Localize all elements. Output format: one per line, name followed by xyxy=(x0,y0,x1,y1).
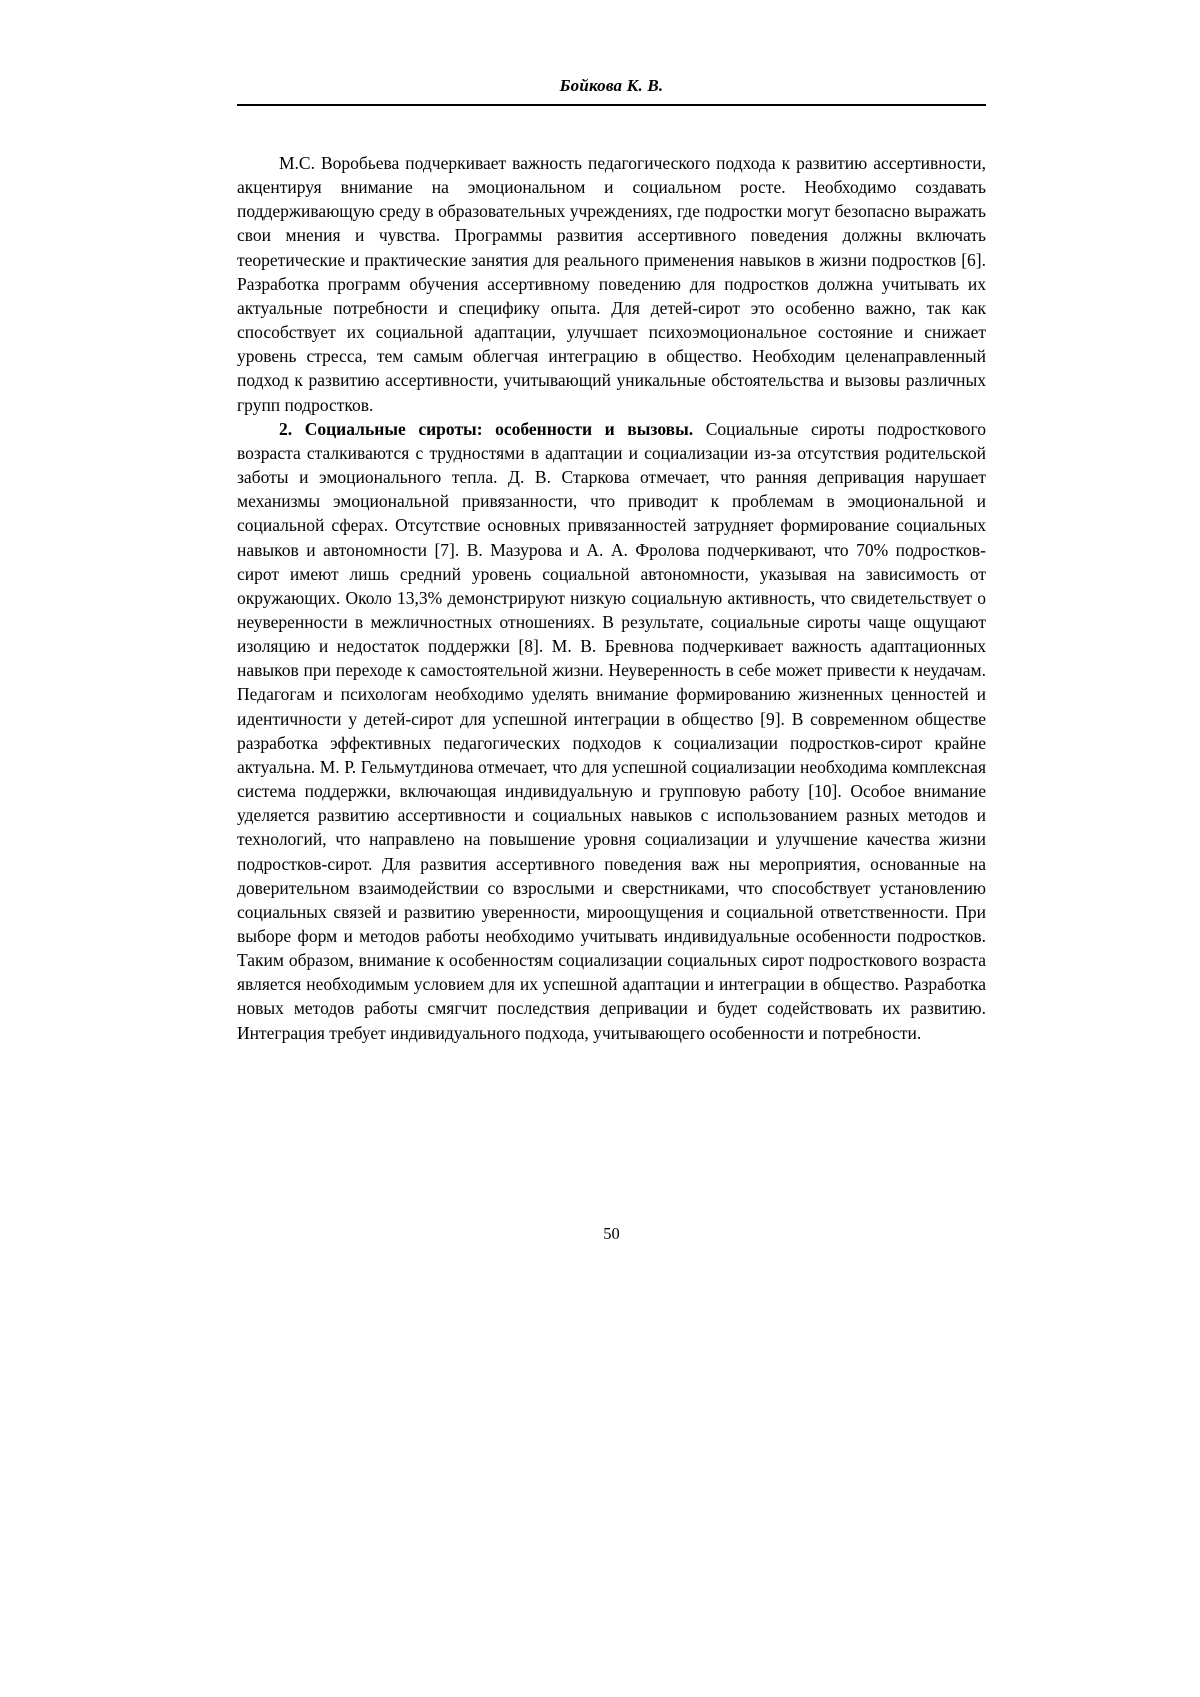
running-header-author: Бойкова К. В. xyxy=(559,76,664,95)
section-heading-social-orphans: 2. Социальные сироты: особенности и вызовы. xyxy=(279,418,694,439)
paragraph-vorobyeva xyxy=(237,151,986,417)
paragraph-social-orphans-text: Социальные сироты подросткового возраста сталкиваются с трудностями в адаптации и социализации из-за отсутствия родительской заботы и эмоционального тепла. Д. В. Старкова отмечает, что ранняя депривация нарушает механизмы эмоциональной привязанности, что приводит к проблемам в эмоциональной и социальной сферах. Отсутствие основных привязанностей затрудняет формирование социальных навыков и автономности [7]. В. Мазурова и А. А. Фролова подчеркивают, что 70% подростков-сирот имеют лишь средний уровень социальной автономности, указывая на зависимость от окружающих. Около 13,3% демонстрируют низкую социальную активность, что свидетельствует о неуверенности в межличностных отношениях. В результате, социальные сироты чаще ощущают изоляцию и недостаток поддержки [8]. М. В. Бревнова подчеркивает важность адаптационных навыков при переходе к самостоятельной жизни. Неуверенность в себе может привести к неудачам. Педагогам и психологам необходимо уделять внимание формированию жизненных ценностей и идентичности у детей-сирот для успешной интеграции в общество [9]. В современном обществе разработка эффективных педагогических подходов к социализации подростков-сирот крайне актуальна. М. Р. Гельмутдинова отмечает, что для успешной социализации необходима комплексная система поддержки, включающая индивидуальную и групповую работу [10]. Особое внимание уделяется развитию ассертивности и социальных навыков с использованием разных методов и технологий, что направлено на повышение уровня социализации и улучшение качества жизни подростков-сирот. Для развития ассертивного поведения важ ны мероприятия, основанные на доверительном взаимодействии со взрослыми и сверстниками, что способствует установлению социальных связей и развитию уверенности, мироощущения и социальной ответственности. При выборе форм и методов работы необходимо учитывать индивидуальные особенности подростков. Таким образом, внимание к особенностям социализации социальных сирот подросткового возраста является необходимым условием для их успешной адаптации и интеграции в общество. Разработка новых методов работы смягчит последствия депривации и будет содействовать их развитию. Интеграция требует индивидуального подхода, учитывающего особенности и потребности. xyxy=(237,418,986,1043)
document-body xyxy=(237,151,986,1045)
paragraph-social-orphans xyxy=(237,417,986,1045)
page-number: 50 xyxy=(603,1224,620,1243)
paragraph-vorobyeva-text: М.С. Воробьева подчеркивает важность педагогического подхода к развитию ассертивности, акцентируя внимание на эмоциональном и социальном росте. Необходимо создавать поддерживающую среду в образовательных учреждениях, где подростки могут безопасно выражать свои мнения и чувства. Программы развития ассертивного поведения должны включать теоретические и практические занятия для реального применения навыков в жизни подростков [6]. Разработка программ обучения ассертивному поведению для подростков должна учитывать их актуальные потребности и специфику опыта. Для детей-сирот это особенно важно, так как способствует их социальной адаптации, улучшает психоэмоциональное состояние и снижает уровень стресса, тем самым облегчая интеграцию в общество. Необходим целенаправленный подход к развитию ассертивности, учитывающий уникальные обстоятельства и вызовы различных групп подростков. xyxy=(237,153,986,415)
header-rule xyxy=(237,104,986,106)
running-header xyxy=(237,76,986,106)
